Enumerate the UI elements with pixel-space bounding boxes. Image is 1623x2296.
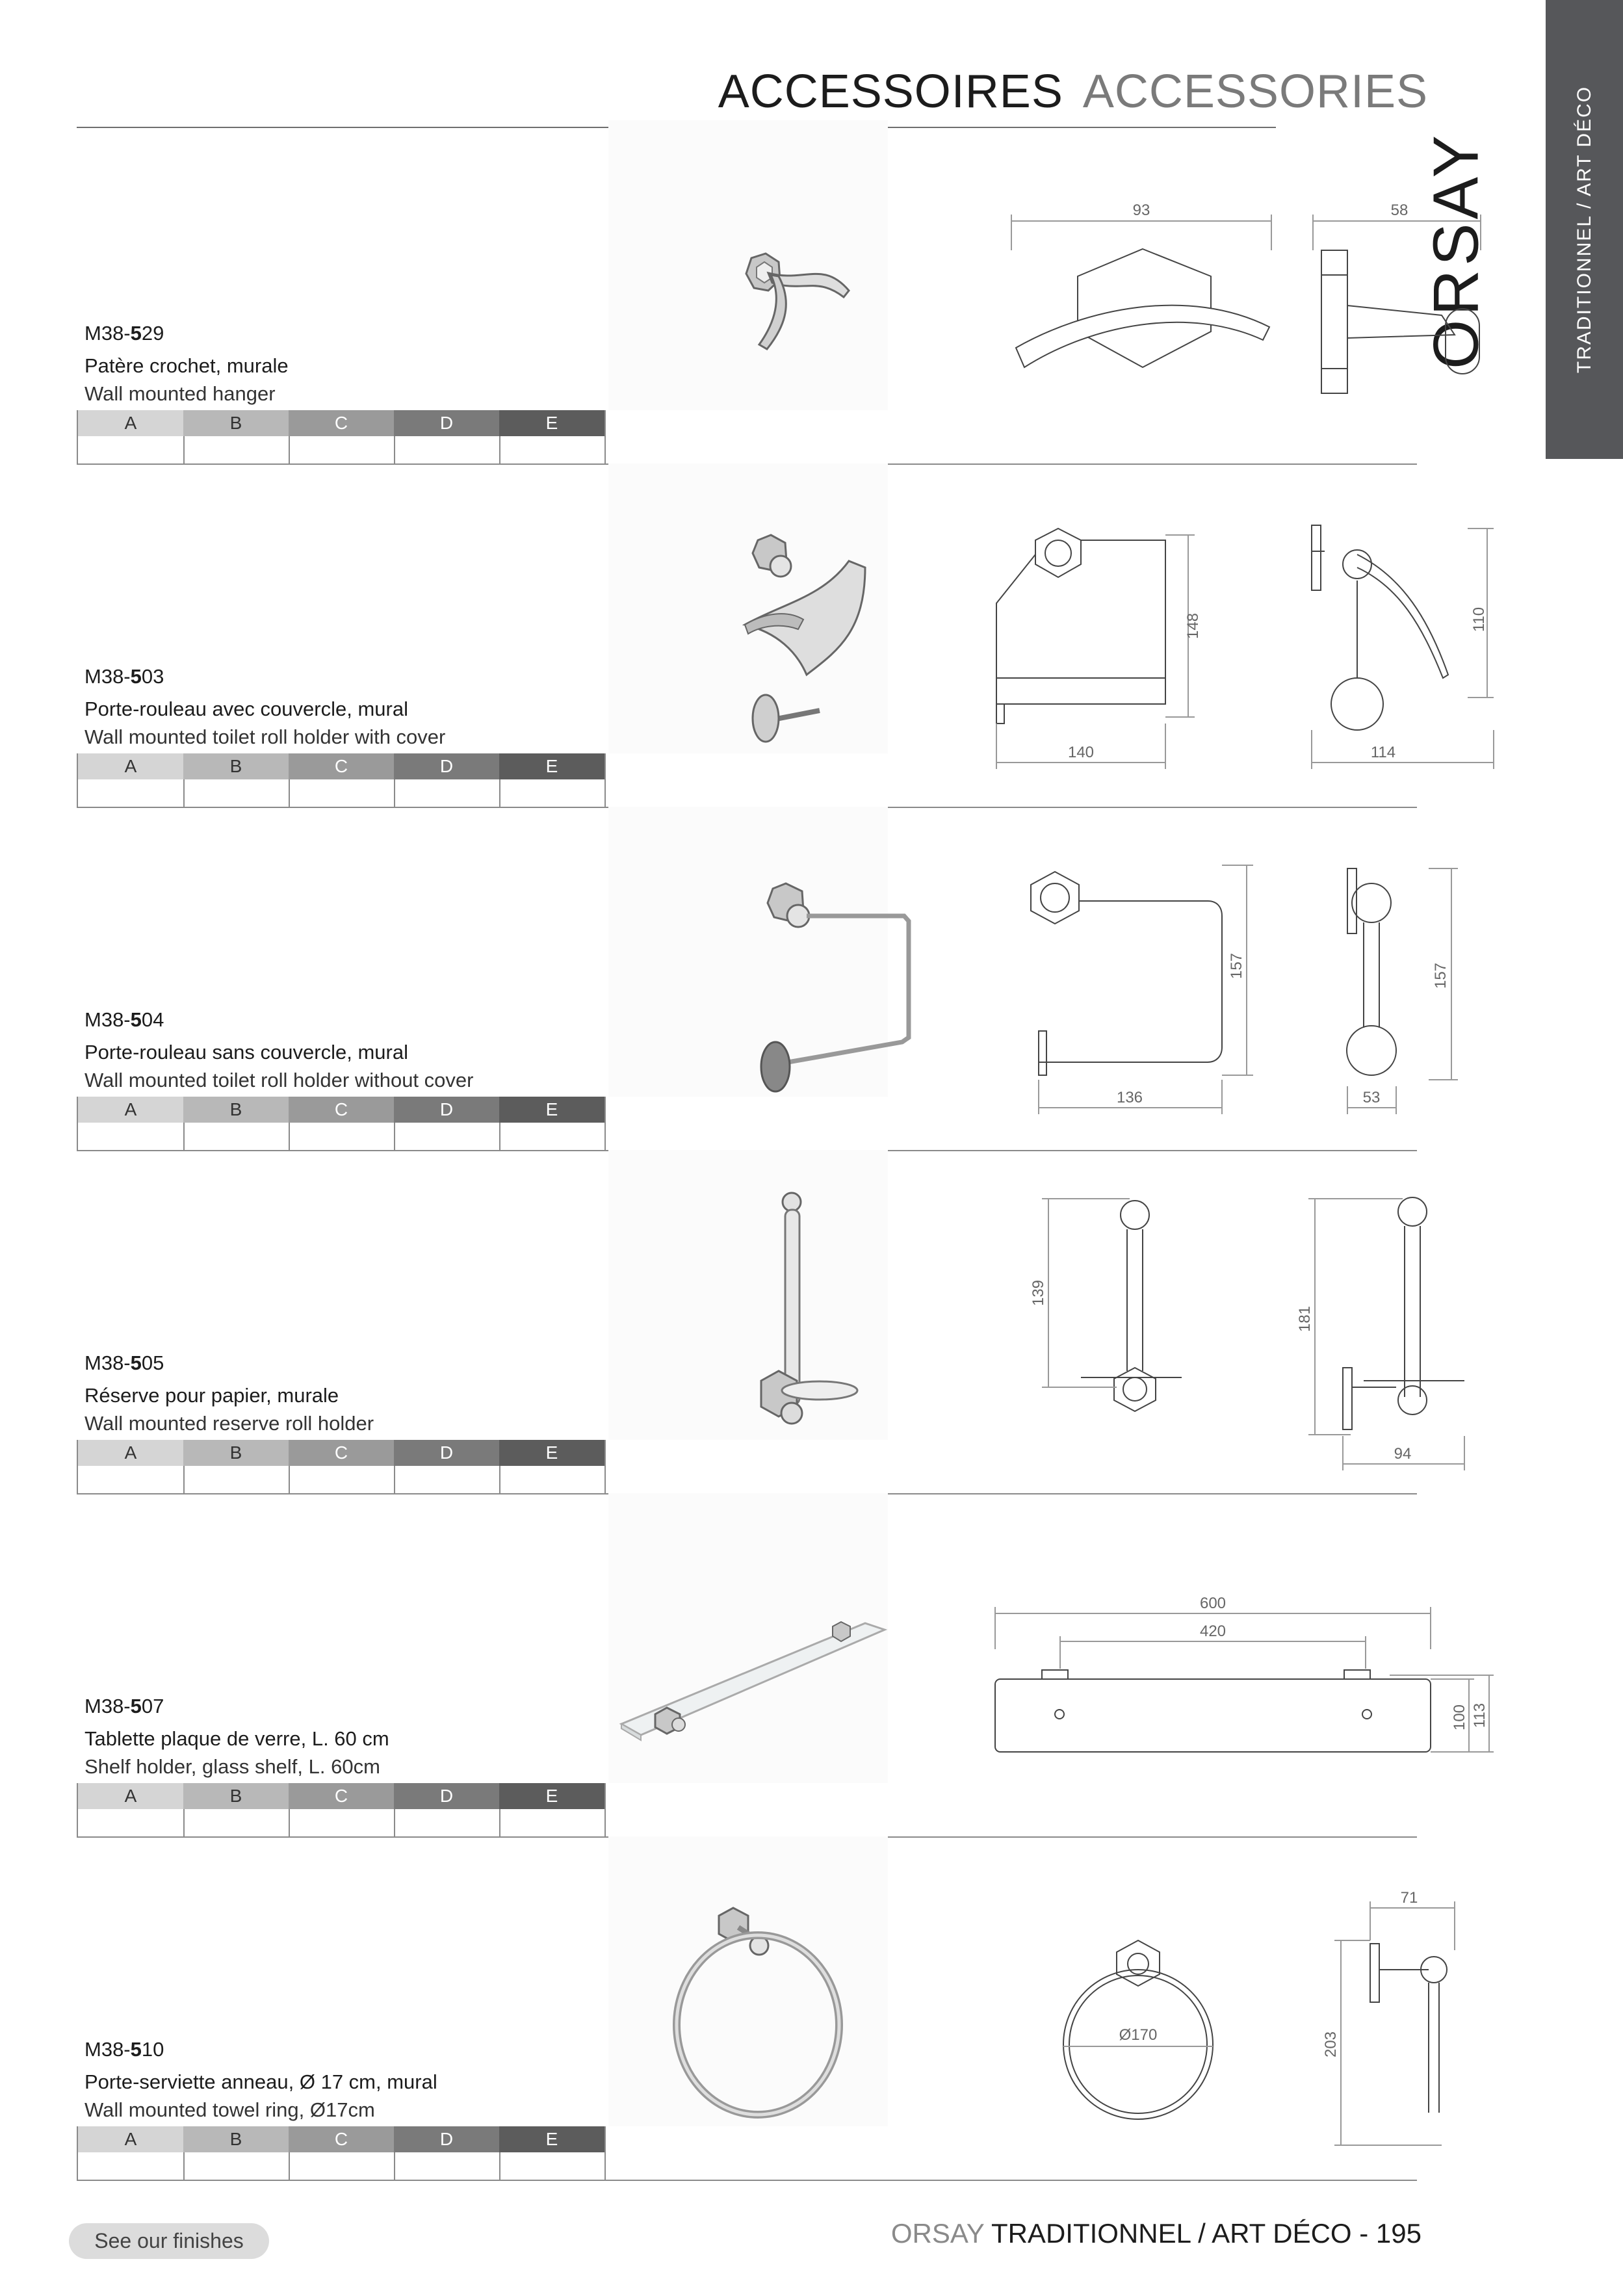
product-photo: [608, 807, 888, 1097]
product-reference: M38-507: [84, 1695, 164, 1717]
page-number: - 195: [1359, 2218, 1422, 2249]
dimension-label: 113: [1471, 1702, 1488, 1729]
finish-table: [77, 1783, 605, 1838]
product-name-fr: Réserve pour papier, murale: [84, 1384, 339, 1407]
product-name-en: Wall mounted toilet roll holder with cover: [84, 725, 446, 748]
dimension-label: Ø170: [1119, 2026, 1158, 2044]
technical-drawing: [909, 120, 1533, 410]
finish-cell-b[interactable]: B: [183, 753, 290, 808]
dimension-label: 140: [1067, 744, 1095, 761]
finish-cell-b[interactable]: B: [183, 1783, 290, 1838]
dimension-label: 420: [1199, 1623, 1227, 1640]
finish-cell-a[interactable]: A: [78, 2126, 185, 2181]
dimension-label: 600: [1199, 1595, 1227, 1612]
dimension-label: 94: [1394, 1445, 1412, 1463]
product-reference: M38-529: [84, 322, 164, 345]
product-photo: [608, 463, 888, 753]
finish-cell-c[interactable]: C: [289, 2126, 395, 2181]
finish-cell-d[interactable]: D: [394, 1097, 500, 1151]
finish-cell-e[interactable]: E: [499, 753, 606, 808]
product-photo: [608, 1493, 888, 1783]
product-reference: M38-504: [84, 1008, 164, 1031]
finish-cell-a[interactable]: A: [78, 753, 185, 808]
finish-cell-c[interactable]: C: [289, 753, 395, 808]
row-divider: [77, 2180, 1417, 2181]
product-name-fr: Tablette plaque de verre, L. 60 cm: [84, 1727, 389, 1750]
finish-cell-e[interactable]: E: [499, 410, 606, 465]
product-row: [77, 463, 1488, 808]
product-row: [77, 120, 1417, 465]
dimension-label: 93: [1132, 202, 1150, 219]
dimension-label: 148: [1184, 612, 1202, 640]
product-name-en: Wall mounted toilet roll holder without cover: [84, 1069, 474, 1091]
finish-table: [77, 753, 605, 808]
dimension-label: 157: [1228, 952, 1245, 980]
dimension-label: 203: [1322, 2031, 1340, 2058]
finish-cell-c[interactable]: C: [289, 1440, 395, 1494]
technical-drawing: [909, 1150, 1533, 1463]
page-title: [718, 65, 1428, 118]
finish-table: [77, 2126, 605, 2181]
product-photo: [608, 1150, 888, 1440]
dimension-label: 139: [1030, 1279, 1047, 1307]
finish-cell-a[interactable]: A: [78, 1783, 185, 1838]
product-name-en: Wall mounted towel ring, Ø17cm: [84, 2098, 375, 2121]
technical-drawing: [909, 1493, 1533, 1783]
product-reference: M38-505: [84, 1351, 164, 1374]
finish-cell-e[interactable]: E: [499, 1440, 606, 1494]
footer-brand: ORSAY: [890, 2218, 985, 2249]
see-finishes-button[interactable]: See our finishes: [69, 2223, 269, 2259]
dimension-label: 157: [1432, 962, 1449, 989]
finish-cell-b[interactable]: B: [183, 1440, 290, 1494]
product-row: [77, 1150, 1417, 1494]
product-photo: [608, 120, 888, 410]
dimension-label: 136: [1116, 1089, 1143, 1106]
finish-cell-b[interactable]: B: [183, 410, 290, 465]
finish-cell-c[interactable]: C: [289, 1783, 395, 1838]
page-footer: [891, 2218, 1422, 2249]
finish-cell-a[interactable]: A: [78, 1097, 185, 1151]
finish-table: [77, 1097, 605, 1151]
technical-drawing: [909, 463, 1533, 761]
finish-cell-d[interactable]: D: [394, 2126, 500, 2181]
dimension-label: 114: [1370, 744, 1396, 761]
product-row: [77, 807, 1449, 1151]
dimension-label: 53: [1362, 1089, 1381, 1106]
finish-cell-b[interactable]: B: [183, 2126, 290, 2181]
finish-table: [77, 410, 605, 465]
finish-cell-c[interactable]: C: [289, 410, 395, 465]
collection-side-tab: [1546, 0, 1623, 459]
product-reference: M38-510: [84, 2038, 164, 2061]
finish-cell-d[interactable]: D: [394, 753, 500, 808]
finish-cell-d[interactable]: D: [394, 1440, 500, 1494]
footer-collection: TRADITIONNEL / ART DÉCO: [991, 2218, 1352, 2249]
product-reference: M38-503: [84, 665, 164, 688]
product-name-fr: Porte-rouleau avec couvercle, mural: [84, 698, 408, 720]
product-row: [77, 1836, 1417, 2181]
product-name-en: Wall mounted reserve roll holder: [84, 1412, 374, 1435]
product-name-fr: Patère crochet, murale: [84, 354, 289, 377]
finish-cell-d[interactable]: D: [394, 1783, 500, 1838]
dimension-label: 71: [1400, 1889, 1418, 1907]
dimension-label: 181: [1296, 1305, 1314, 1333]
title-fr: ACCESSOIRES: [718, 66, 1063, 118]
finish-cell-e[interactable]: E: [499, 1097, 606, 1151]
finish-table: [77, 1440, 605, 1494]
dimension-label: 58: [1390, 202, 1409, 219]
product-name-fr: Porte-serviette anneau, Ø 17 cm, mural: [84, 2070, 437, 2093]
finish-cell-c[interactable]: C: [289, 1097, 395, 1151]
dimension-label: 100: [1451, 1704, 1468, 1731]
technical-drawing: [909, 1836, 1533, 2126]
finish-cell-a[interactable]: A: [78, 410, 185, 465]
finish-cell-e[interactable]: E: [499, 1783, 606, 1838]
product-name-en: Shelf holder, glass shelf, L. 60cm: [84, 1755, 380, 1778]
brand-name-vertical: ORSAY: [1420, 131, 1492, 369]
side-tab-label: TRADITIONNEL / ART DÉCO: [1573, 85, 1595, 374]
product-name-fr: Porte-rouleau sans couvercle, mural: [84, 1041, 408, 1063]
title-en: ACCESSORIES: [1082, 66, 1428, 118]
product-photo: [608, 1836, 888, 2126]
product-row: [77, 1493, 1488, 1838]
finish-cell-a[interactable]: A: [78, 1440, 185, 1494]
finish-cell-e[interactable]: E: [499, 2126, 606, 2181]
finish-cell-b[interactable]: B: [183, 1097, 290, 1151]
finish-cell-d[interactable]: D: [394, 410, 500, 465]
dimension-label: 110: [1470, 607, 1488, 633]
technical-drawing: [909, 807, 1533, 1106]
product-name-en: Wall mounted hanger: [84, 382, 276, 405]
